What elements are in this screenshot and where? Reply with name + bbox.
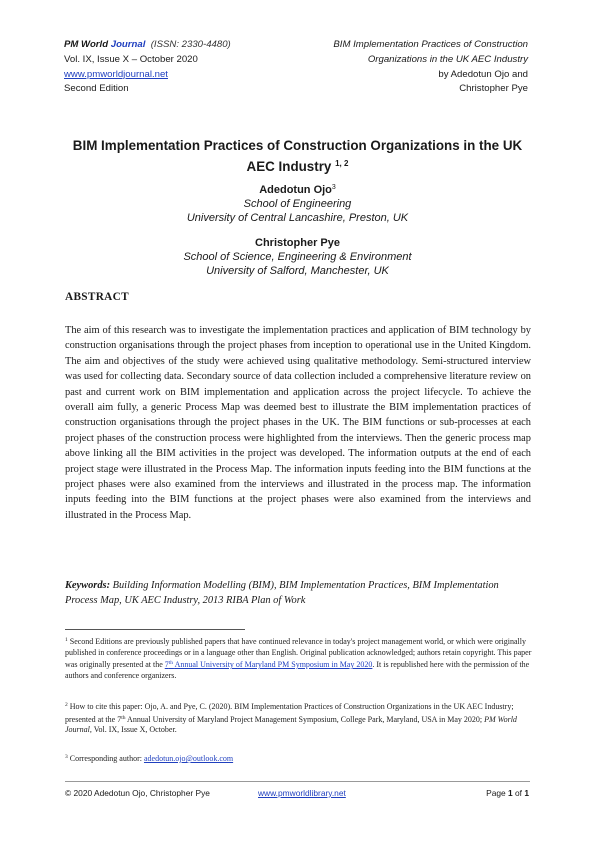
abstract-text: The aim of this research was to investigate the implementation practices and application of BIM technology by construction organisations through the project phases from inception to operational use in the United Kingdom. The aim and objectives of the study were achieved using qualitative methodology. Semi-structured interview was used for collecting data. Secondary source of data collection included a comprehensive literature review on past and current work on BIM implementation and application across the project lifecycle. To achieve the overall aim fully, a generic Process Map was deemed best to illustrate the BIM implementation practices of construction organisations through the project phases in the UK. The BIM functions or sub-processes at each project phases of the construction process were highlighted from the interviews. Then the generic process map above linking all the BIM activities in the project was developed. The information outputs at the end of each project stage were illustrated in the Process Map. The information inputs feeding into the BIM functions at the project phases were also examined from the interviews and illustrated in the process map. The information inputs feeding into the BIM functions at the project phases were also examined from the interviews and illustrated in the Process Map. (65, 325, 531, 521)
footnote-3: $^3$ Corresponding author: adedotun.ojo@outlook.com (65, 754, 234, 763)
author-name: Christopher Pye (255, 237, 340, 249)
author-affiliation-univ: University of Central Lancashire, Preston, UK (186, 211, 409, 224)
paper-title-line-1: BIM Implementation Practices of Construction Organizations in the UK (72, 138, 523, 153)
running-title-line-2: Organizations in the UK AEC Industry (367, 53, 528, 65)
footnote-1: $^1$ Second Editions are previously published papers that have continued relevance in today's project management world, or which were originally published in conference proceedings or in a language other than English. Original publication acknowledged; authors retain copyright. This paper was originally presented at the 7th Annual University of Maryland PM Symposium in May 2020. It is republished here with the permission of the authors and conference organizers. (65, 637, 532, 680)
running-authors-line-2: Christopher Pye (459, 83, 528, 95)
author-footnote-mark: 3 (331, 184, 336, 191)
issn: (ISSN: 2330-4480) (150, 39, 231, 50)
footer-page-number: Page 1 of 1 (486, 788, 529, 798)
corresponding-email-link[interactable]: adedotun.ojo@outlook.com (143, 754, 234, 763)
footer-rule (65, 781, 530, 782)
keywords-label: Keywords: (65, 580, 111, 591)
running-authors-line-1: by Adedotun Ojo and (438, 68, 528, 80)
footnote-separator (65, 629, 245, 630)
author-affiliation-dept: School of Science, Engineering & Environment (183, 250, 412, 263)
author-block-2 (0, 237, 595, 278)
author-block-1 (0, 181, 595, 225)
journal-website-link[interactable]: www.pmworldjournal.net (64, 68, 168, 80)
footer-site (258, 788, 346, 799)
library-website-link[interactable]: www.pmworldlibrary.net (258, 788, 346, 798)
paper-title-line-2: AEC Industry $^{1, 2}$ (246, 159, 349, 174)
volume-issue: Vol. IX, Issue X – October 2020 (64, 53, 198, 65)
symposium-link[interactable]: 7th Annual University of Maryland PM Symposium in May 2020 (164, 660, 373, 670)
author-affiliation-dept: School of Engineering (243, 197, 352, 210)
journal-name: PM World Journal (64, 39, 146, 50)
title-footnote-marks: 1, 2 (335, 159, 349, 168)
abstract-heading: ABSTRACT (65, 291, 129, 303)
paper-title (50, 137, 545, 176)
running-header-right (268, 38, 528, 97)
edition-label: Second Edition (64, 83, 129, 95)
keywords-text: Building Information Modelling (BIM), BIM Implementation Practices, BIM Implementation Process Map, UK AEC Industry, 2013 RIBA Plan of Work (65, 580, 499, 607)
keywords (65, 578, 531, 609)
footer-copyright: © 2020 Adedotun Ojo, Christopher Pye (65, 788, 210, 798)
author-affiliation-univ: University of Salford, Manchester, UK (206, 264, 389, 277)
footnote-2: $^2$ How to cite this paper: Ojo, A. and Pye, C. (2020). BIM Implementation Practices of Construction Organizations in the UK AEC Industry; presented at the 7th Annual University of Maryland Project Management Symposium, College Park, Maryland, USA in May 2020; PM World Journal, Vol. IX, Issue X, October. (65, 702, 517, 735)
running-title-line-1: BIM Implementation Practices of Construction (333, 39, 528, 50)
author-name: Adedotun Ojo$^3$ (259, 184, 336, 196)
